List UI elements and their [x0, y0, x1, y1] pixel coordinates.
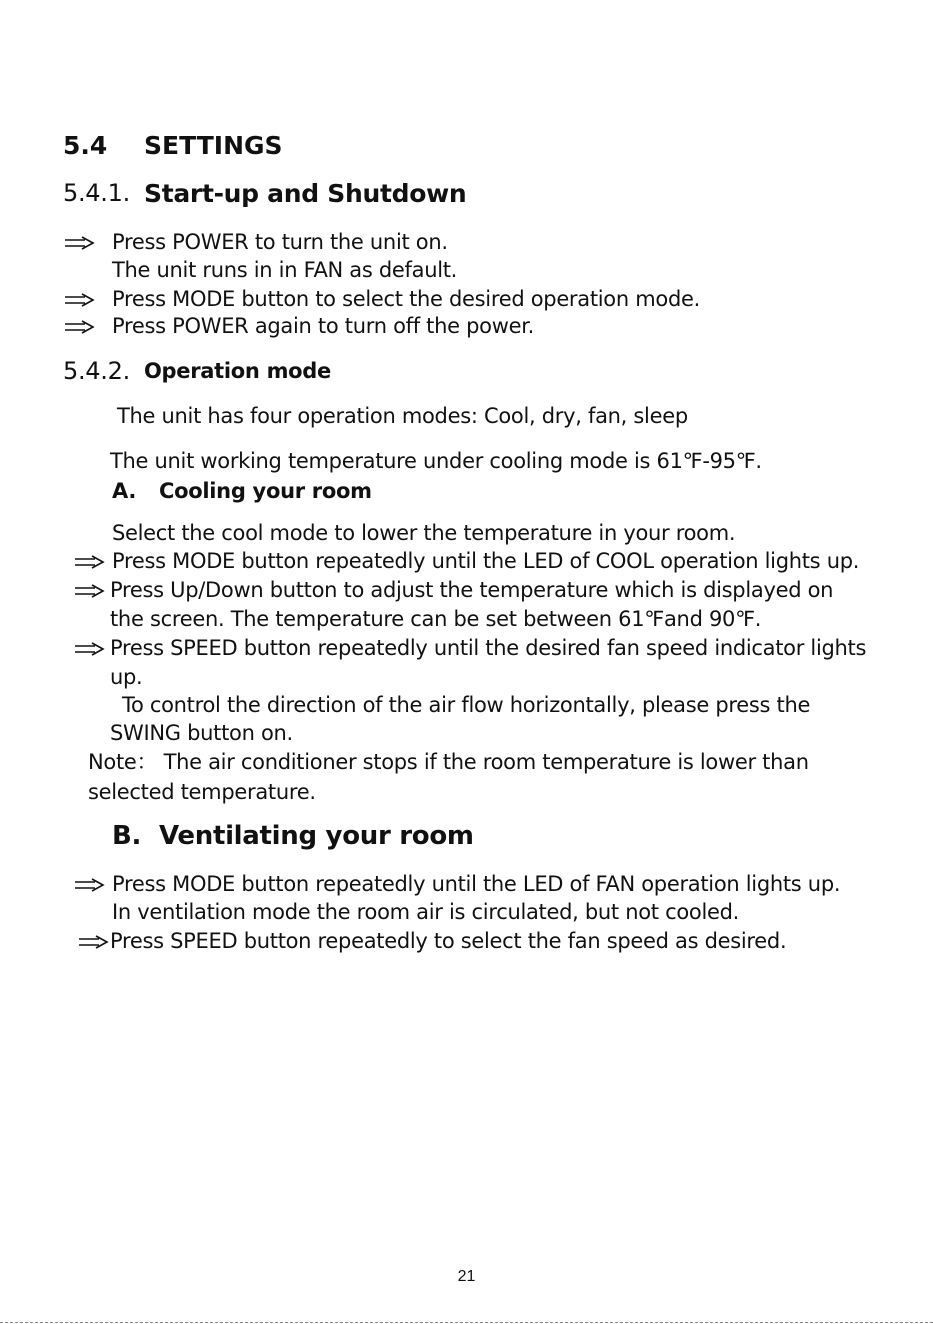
arrow-right-icon — [74, 878, 106, 892]
arrow-right-icon — [64, 320, 96, 334]
page-bottom-rule — [0, 1322, 933, 1323]
heading-letter: B. — [112, 821, 142, 851]
page-number: 21 — [457, 1268, 476, 1285]
modes-intro: The unit has four operation modes: Cool, dry, fan, sleep — [117, 404, 688, 428]
startup-line: Press POWER to turn the unit on. — [112, 230, 448, 254]
heading-letter: A. — [112, 479, 137, 503]
arrow-right-icon — [78, 935, 110, 949]
subsection-number: 5.4.1. — [63, 179, 130, 207]
arrow-right-icon — [64, 236, 96, 250]
ventilating-line: Press SPEED button repeatedly to select the fan speed as desired. — [110, 929, 787, 953]
arrow-right-icon — [64, 293, 96, 307]
cooling-line: To control the direction of the air flow horizontally, please press the — [122, 693, 811, 717]
cooling-line: the screen. The temperature can be set between 61℉and 90℉. — [110, 607, 762, 631]
cooling-line: Press MODE button repeatedly until the LED of COOL operation lights up. — [112, 549, 860, 573]
cooling-line: SWING button on. — [110, 721, 293, 745]
startup-line: The unit runs in in FAN as default. — [112, 258, 458, 282]
subsection-title: Start-up and Shutdown — [144, 179, 467, 208]
subsection-title: Operation mode — [144, 359, 331, 383]
temperature-range: The unit working temperature under cooling mode is 61℉-95℉. — [110, 449, 762, 473]
arrow-right-icon — [74, 584, 106, 598]
startup-line: Press MODE button to select the desired operation mode. — [112, 287, 700, 311]
cooling-line: Press Up/Down button to adjust the temperature which is displayed on — [110, 578, 834, 602]
ventilating-line: In ventilation mode the room air is circulated, but not cooled. — [112, 900, 740, 924]
startup-line: Press POWER again to turn off the power. — [112, 314, 534, 338]
cooling-line: Select the cool mode to lower the temperature in your room. — [112, 521, 736, 545]
arrow-right-icon — [74, 642, 106, 656]
arrow-right-icon — [74, 555, 106, 569]
cooling-line: Press SPEED button repeatedly until the desired fan speed indicator lights — [110, 636, 867, 660]
heading-ventilating: Ventilating your room — [159, 821, 474, 851]
note-line: Note： The air conditioner stops if the room temperature is lower than — [88, 750, 809, 774]
section-title: SETTINGS — [144, 131, 283, 160]
subsection-number: 5.4.2. — [63, 357, 130, 385]
heading-cooling: Cooling your room — [159, 479, 372, 503]
ventilating-line: Press MODE button repeatedly until the LED of FAN operation lights up. — [112, 872, 841, 896]
note-line: selected temperature. — [88, 780, 316, 804]
cooling-line: up. — [110, 665, 143, 689]
section-number: 5.4 — [63, 131, 108, 160]
